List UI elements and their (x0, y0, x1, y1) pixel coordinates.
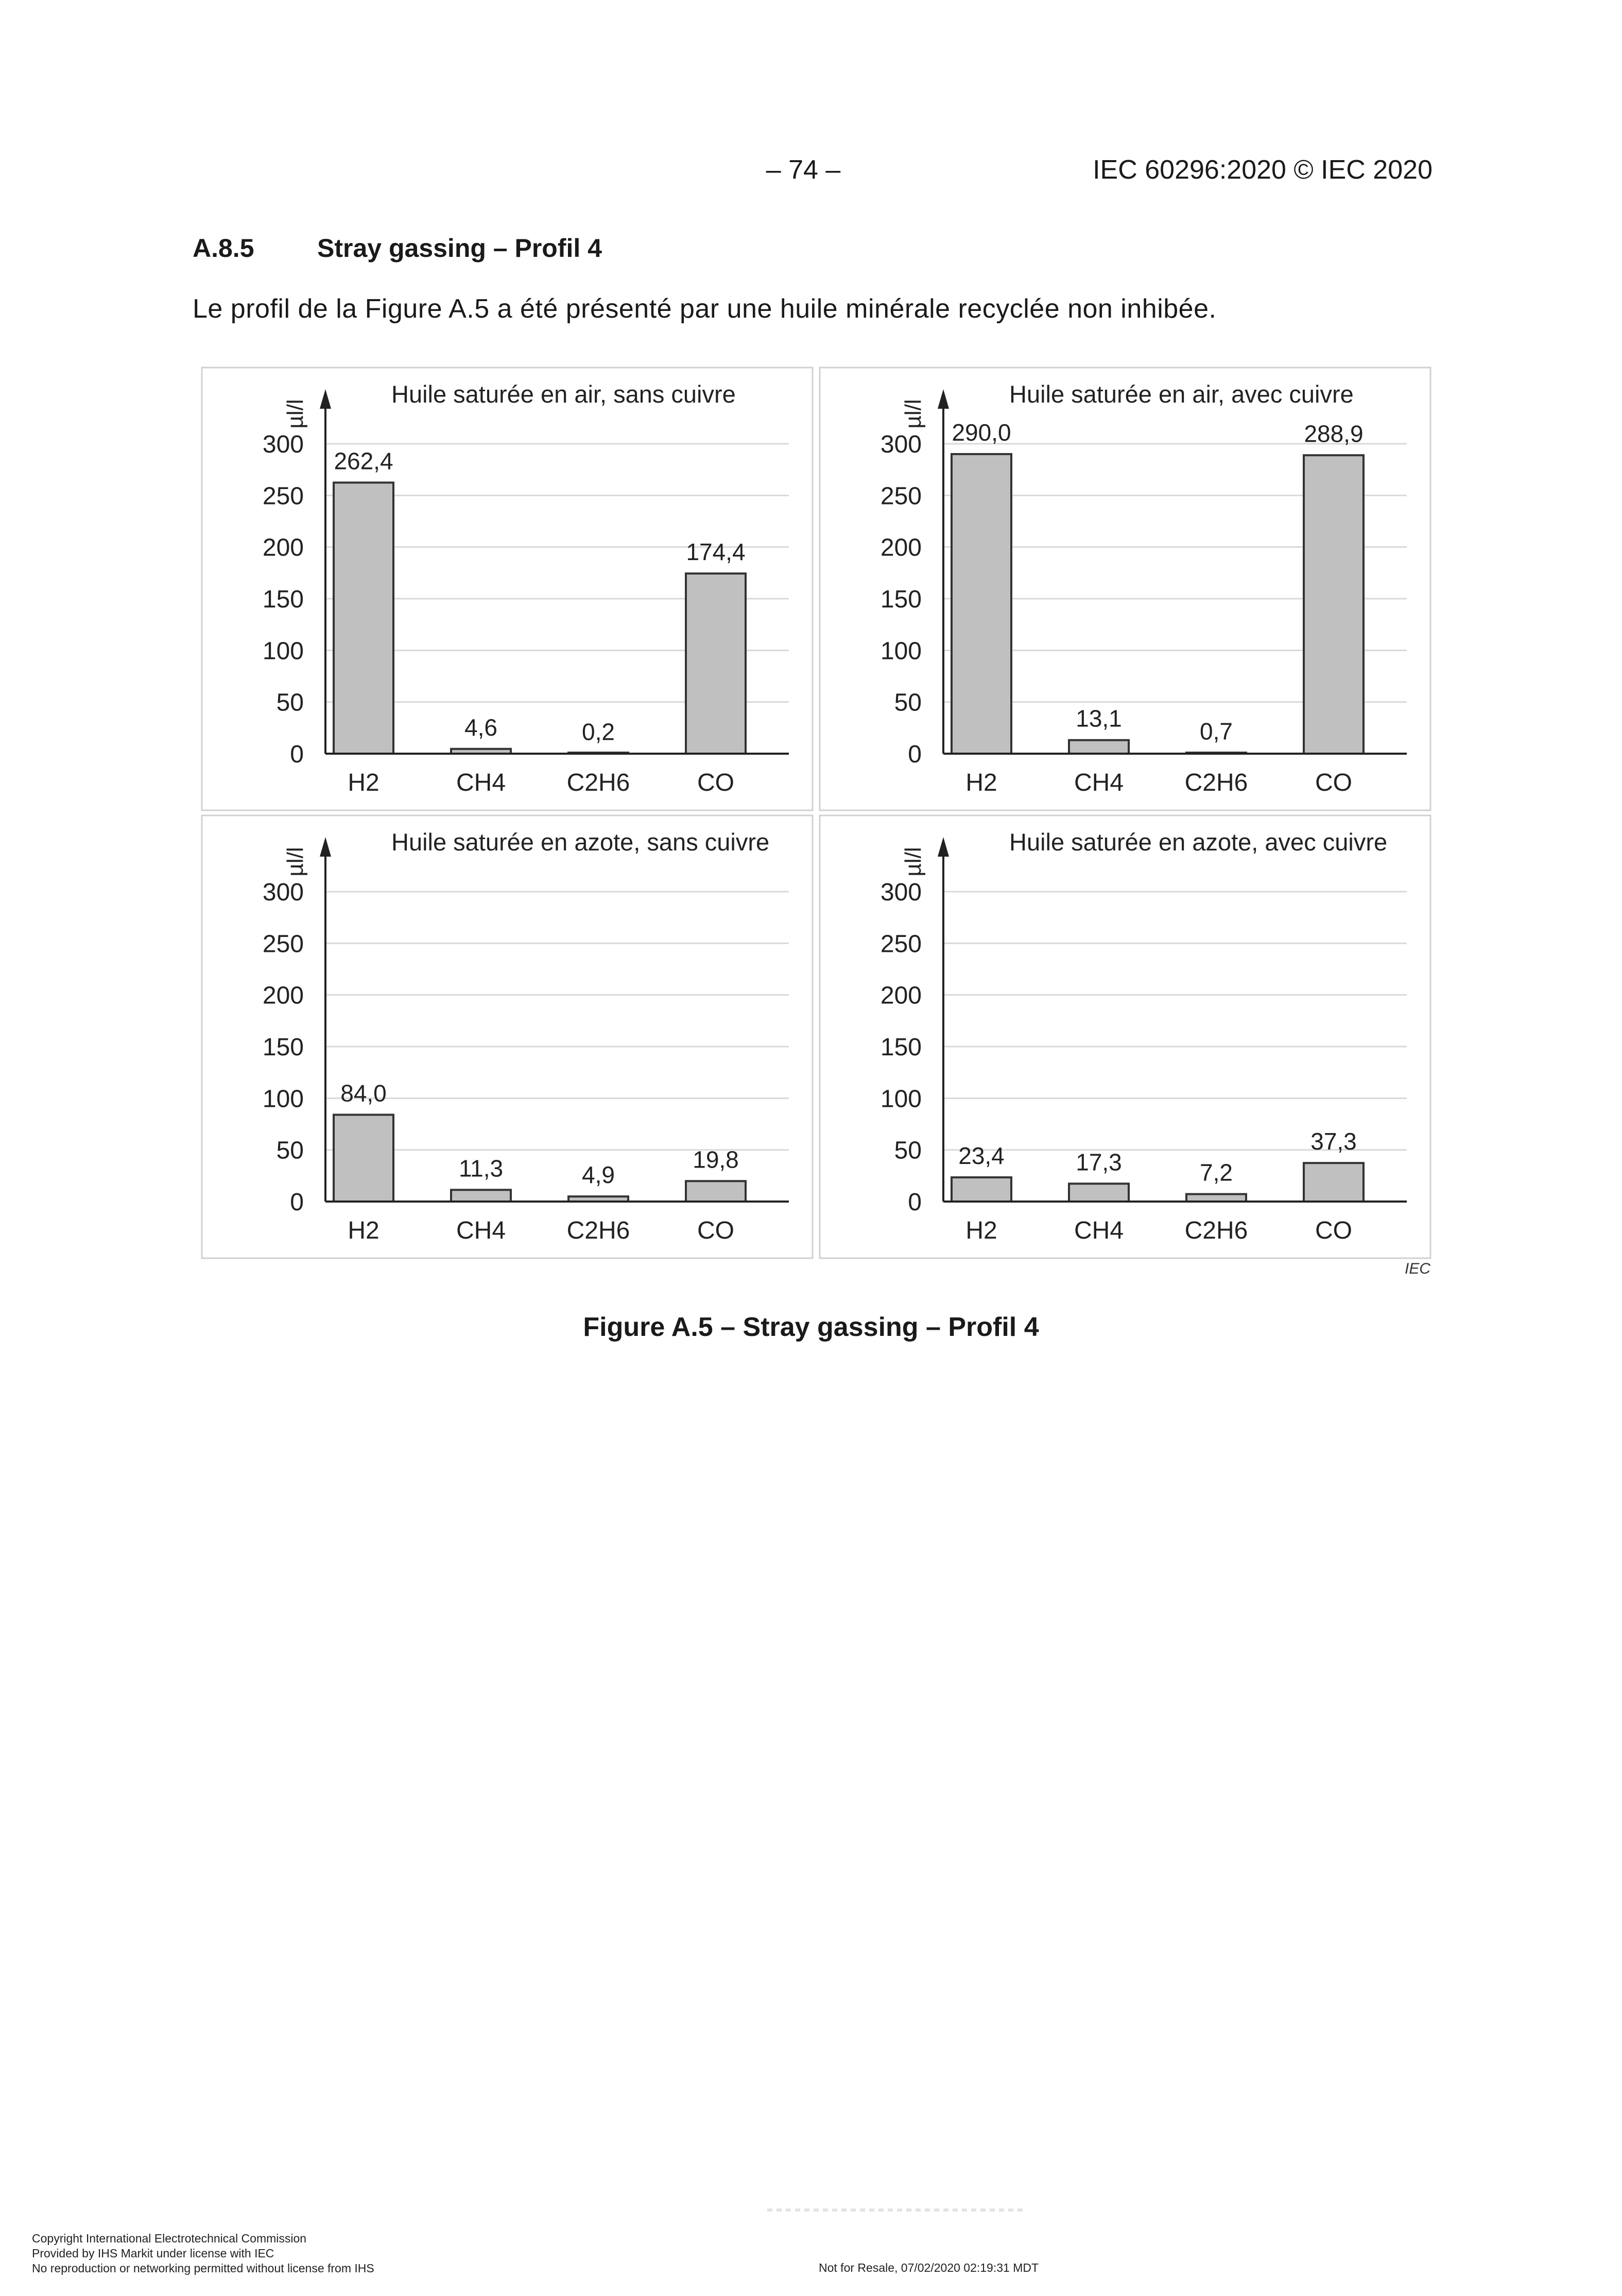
y-tick-label: 200 (262, 534, 304, 562)
bar (952, 1177, 1011, 1202)
x-tick-label: H2 (348, 769, 379, 796)
chart-title: Huile saturée en air, sans cuivre (391, 380, 736, 408)
bar (686, 1181, 746, 1202)
y-tick-label: 100 (262, 1085, 304, 1113)
x-tick-label: C2H6 (1184, 769, 1248, 796)
y-tick-label: 200 (880, 982, 922, 1010)
y-tick-label: 0 (908, 741, 922, 768)
data-label: 290,0 (952, 419, 1011, 446)
y-axis-label: µl/l (901, 399, 926, 429)
y-tick-label: 250 (880, 482, 922, 510)
data-label: 84,0 (340, 1080, 387, 1107)
bar (334, 482, 393, 754)
footer-line: No reproduction or networking permitted without license from IHS (32, 2262, 374, 2275)
bar (1069, 1184, 1129, 1202)
data-label: 7,2 (1200, 1159, 1233, 1186)
x-tick-label: C2H6 (1184, 1217, 1248, 1244)
y-tick-label: 150 (880, 1034, 922, 1061)
data-label: 19,8 (693, 1146, 739, 1173)
y-tick-label: 250 (262, 930, 304, 958)
x-tick-label: CO (1315, 1217, 1352, 1244)
document-reference: IEC 60296:2020 © IEC 2020 (1093, 155, 1433, 185)
y-tick-label: 50 (276, 689, 304, 717)
y-tick-label: 200 (880, 534, 922, 562)
y-tick-label: 50 (894, 1137, 922, 1164)
y-tick-label: 300 (262, 879, 304, 906)
data-label: 11,3 (458, 1155, 504, 1182)
data-label: 174,4 (686, 538, 746, 566)
x-tick-label: CH4 (456, 769, 506, 796)
page-number: – 74 – (766, 155, 841, 185)
footer-line: Provided by IHS Markit under license with IEC (32, 2247, 274, 2260)
data-label: 288,9 (1304, 420, 1364, 447)
y-tick-label: 100 (880, 637, 922, 665)
x-tick-label: H2 (965, 1217, 997, 1244)
figure-caption: Figure A.5 – Stray gassing – Profil 4 (583, 1312, 1039, 1342)
data-label: 0,2 (582, 718, 615, 745)
bar (451, 1190, 511, 1202)
data-label: 13,1 (1076, 705, 1122, 732)
y-tick-label: 0 (290, 741, 304, 768)
data-label: 37,3 (1310, 1128, 1357, 1155)
y-axis-label: µl/l (283, 847, 308, 877)
data-label: 4,6 (464, 714, 497, 741)
footer-line: Copyright International Electrotechnical Commission (32, 2232, 307, 2245)
y-tick-label: 100 (880, 1085, 922, 1113)
x-tick-label: CH4 (1074, 769, 1124, 796)
x-tick-label: CO (697, 1217, 734, 1244)
x-tick-label: H2 (348, 1217, 379, 1244)
x-tick-label: CH4 (1074, 1217, 1124, 1244)
y-tick-label: 150 (262, 1034, 304, 1061)
y-tick-label: 0 (290, 1189, 304, 1216)
bar (686, 573, 746, 754)
y-tick-label: 250 (880, 930, 922, 958)
y-tick-label: 0 (908, 1189, 922, 1216)
y-tick-label: 250 (262, 482, 304, 510)
y-tick-label: 150 (880, 586, 922, 613)
y-tick-label: 150 (262, 586, 304, 613)
bar (1304, 455, 1364, 754)
bar (952, 454, 1011, 754)
x-tick-label: CH4 (456, 1217, 506, 1244)
bar (1069, 740, 1129, 754)
footer-resale-notice: Not for Resale, 07/02/2020 02:19:31 MDT (819, 2261, 1039, 2274)
y-tick-label: 200 (262, 982, 304, 1010)
bar (334, 1115, 393, 1202)
y-tick-label: 50 (894, 689, 922, 717)
x-tick-label: C2H6 (566, 1217, 630, 1244)
y-tick-label: 300 (880, 431, 922, 458)
y-tick-label: 300 (262, 431, 304, 458)
data-label: 262,4 (334, 447, 393, 475)
section-number: A.8.5 (193, 234, 254, 263)
y-tick-label: 300 (880, 879, 922, 906)
data-label: 23,4 (958, 1142, 1005, 1170)
chart-title: Huile saturée en azote, sans cuivre (391, 828, 770, 856)
footer-watermark-line (767, 2208, 1025, 2212)
footer-copyright (32, 2231, 374, 2276)
bar (1304, 1163, 1364, 1202)
y-axis-label: µl/l (901, 847, 926, 877)
section-title: Stray gassing – Profil 4 (317, 234, 602, 263)
data-label: 0,7 (1200, 718, 1233, 745)
intro-paragraph: Le profil de la Figure A.5 a été présenté par une huile minérale recyclée non inhibée. (193, 294, 1217, 324)
chart-title: Huile saturée en azote, avec cuivre (1009, 828, 1388, 856)
data-label: 17,3 (1076, 1149, 1122, 1176)
y-axis-label: µl/l (283, 399, 308, 429)
chart-title: Huile saturée en air, avec cuivre (1009, 380, 1354, 408)
figure-a5 (200, 364, 1436, 1281)
x-tick-label: C2H6 (566, 769, 630, 796)
figure-source-mark: IEC (1404, 1260, 1430, 1277)
y-tick-label: 100 (262, 637, 304, 665)
bar (1186, 1194, 1246, 1202)
data-label: 4,9 (582, 1161, 615, 1189)
x-tick-label: CO (1315, 769, 1352, 796)
figure-charts-svg (200, 364, 1436, 1281)
x-tick-label: CO (697, 769, 734, 796)
x-tick-label: H2 (965, 769, 997, 796)
y-tick-label: 50 (276, 1137, 304, 1164)
